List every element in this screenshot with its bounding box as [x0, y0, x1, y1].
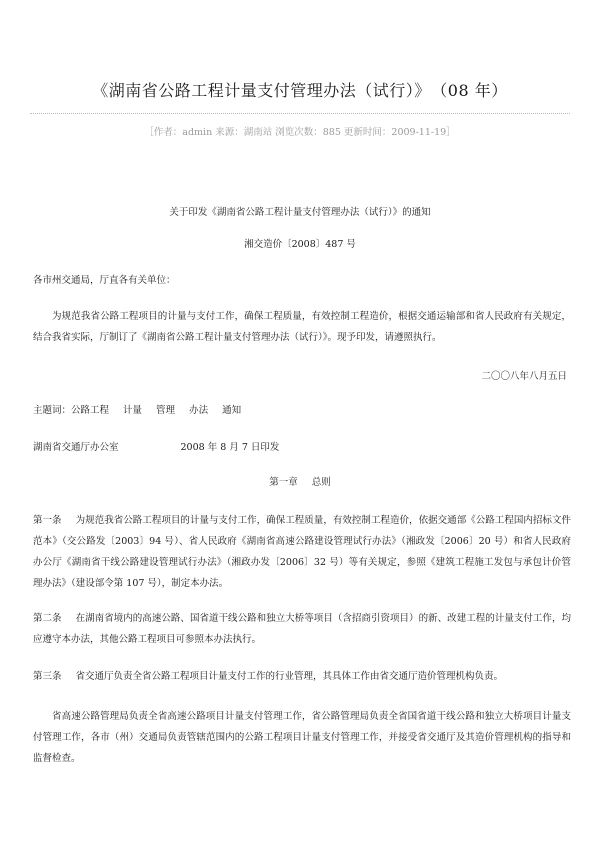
chapter-heading: [0, 476, 600, 489]
document-title: 《湖南省公路工程计量支付管理办法（试行）》 （08 年）: [92, 81, 508, 100]
keyword: 计量: [123, 405, 143, 416]
article-label: 第一条: [33, 515, 62, 526]
keyword: 办法: [189, 405, 209, 416]
issue-date: 2008 年 8 月 7 日印发: [180, 442, 280, 453]
keyword: 通知: [222, 405, 242, 416]
article-text: 为规范我省公路工程项目的计量与支付工作，确保工程质量，有效控制工程造价，依据交通部《公路工程国内招标文件范本》（交公路发〔2003〕94 号）、省人民政府《湖南省高速公路建设管理试行办法》（湘政发〔2006〕20 号）和省人民政府办公厅《湖南省干线公路建设管理试行办法》（湘政办发〔2006〕32 号）等有关规定，参照《建筑工程施工发包与承包计价管理办法》（建设部令第 107 号），制定本办法。: [33, 515, 571, 589]
article: [33, 608, 571, 650]
keywords-line: [33, 404, 241, 417]
issuer-office: 湖南省交通厅办公室: [33, 442, 119, 453]
title-divider: [30, 113, 570, 114]
issuer-line: [33, 441, 279, 454]
article-text: 省交通厅负责全省公路工程项目计量支付工作的行业管理，其具体工作由省交通厅造价管理机构负责。: [75, 671, 504, 682]
article: [33, 510, 571, 594]
salutation: 各市州交通局，厅直各有关单位：: [33, 275, 176, 286]
document-number: 湘交造价〔2008〕487 号: [244, 239, 356, 250]
intro-paragraph: 为规范我省公路工程项目的计量与支付工作，确保工程质量，有效控制工程造价，根据交通运输部和省人民政府有关规定，结合我省实际，厅制订了《湖南省公路工程计量支付管理办法（试行）》。现予印发，请遵照执行。: [33, 311, 571, 343]
article-meta: ［作者：admin 来源：湖南站 浏览次数：885 更新时间：2009-11-19］: [144, 127, 456, 138]
notice-date: 二〇〇八年八月五日: [481, 371, 567, 382]
closing-paragraph: 省高速公路管理局负责全省高速公路项目计量支付管理工作，省公路管理局负责全省国省道干线公路和独立大桥项目计量支付管理工作，各市（州）交通局负责管辖范围内的公路工程项目计量支付管理工作，并接受省交通厅及其造价管理机构的指导和监督检查。: [33, 711, 571, 764]
keywords-label: 主题词：: [33, 405, 72, 416]
article: [33, 666, 571, 687]
article-label: 第三条: [33, 671, 62, 682]
keyword: 公路工程: [71, 405, 110, 416]
article-label: 第二条: [33, 613, 62, 624]
chapter-number: 第一章: [269, 477, 298, 488]
article-text: 在湖南省境内的高速公路、国省道干线公路和独立大桥等项目（含招商引资项目）的新、改建工程的计量支付工作，均应遵守本办法，其他公路工程项目可参照本办法执行。: [33, 613, 571, 645]
keyword: 管理: [156, 405, 176, 416]
notice-title: 关于印发《湖南省公路工程计量支付管理办法（试行）》的通知: [169, 207, 431, 218]
chapter-name: 总则: [311, 477, 331, 488]
